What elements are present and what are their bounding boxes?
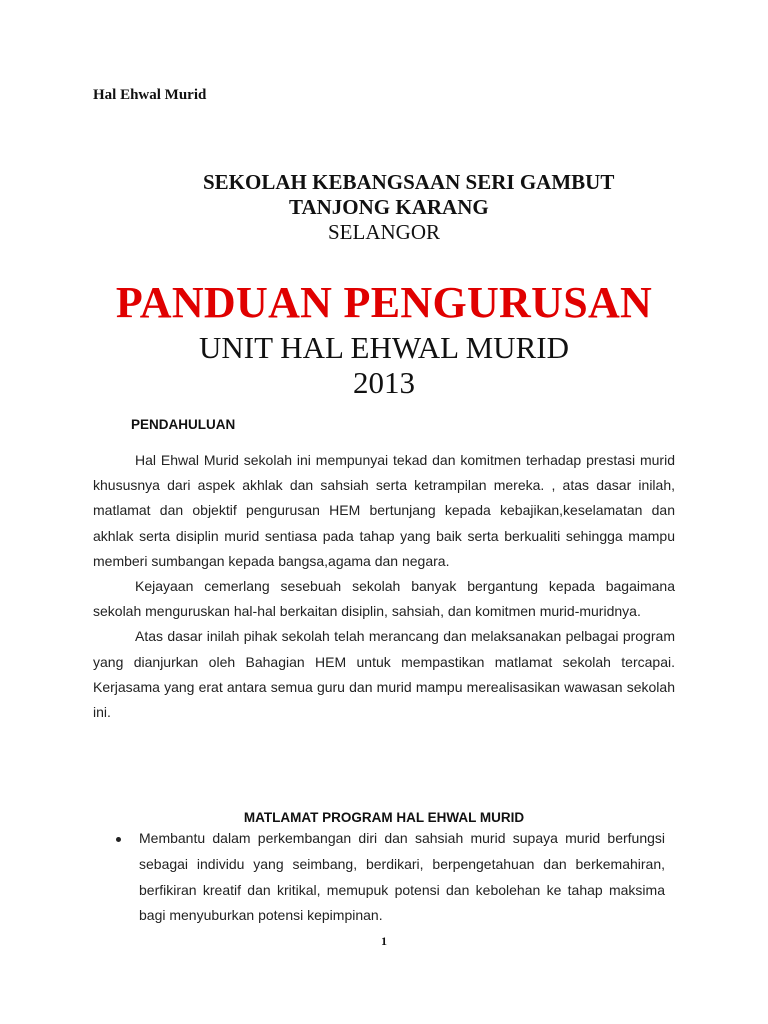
list-item [112, 826, 665, 929]
intro-heading: PENDAHULUAN [131, 417, 236, 432]
goals-heading: MATLAMAT PROGRAM HAL EHWAL MURID [243, 810, 525, 825]
bullet-icon [116, 837, 121, 842]
school-location: TANJONG KARANG [289, 195, 489, 219]
goals-list [112, 826, 665, 929]
intro-paragraph: Kejayaan cemerlang sesebuah sekolah banyak bergantung kepada bagaimana sekolah menguruskan hal-hal berkaitan disiplin, sahsiah, dan komitmen murid-muridnya. [93, 578, 675, 620]
intro-paragraph: Hal Ehwal Murid sekolah ini mempunyai tekad dan komitmen terhadap prestasi murid khususnya dari aspek akhlak dan sahsiah serta ketrampilan mereka. , atas dasar inilah, matlamat dan objektif pengurusan HEM bertunjang kepada kebajikan,keselamatan dan akhlak serta disiplin murid sentiasa pada tahap yang baik serta berkualiti sehingga mampu memberi sumbangan kepada bangsa,agama dan negara. [93, 452, 675, 569]
school-state-text: SELANGOR [327, 220, 440, 244]
intro-paragraph: Atas dasar inilah pihak sekolah telah merancang dan melaksanakan pelbagai program yang dianjurkan oleh Bahagian HEM untuk mempastikan matlamat sekolah tercapai. Kerjasama yang erat antara semua guru dan murid mampu merealisasikan wawasan sekolah ini. [93, 628, 675, 721]
school-name: SEKOLAH KEBANGSAAN SERI GAMBUT [203, 170, 615, 194]
page-number: 1 [381, 934, 387, 948]
list-item-text: Membantu dalam perkembangan diri dan sahsiah murid supaya murid berfungsi sebagai individu yang seimbang, berdikari, berpengetahuan dan berkemahiran, berfikiran kreatif dan kritikal, memupuk potensi dan kebolehan ke tahap maksima bagi menyuburkan potensi kepimpinan. [139, 830, 665, 924]
document-subtitle: UNIT HAL EHWAL MURID [199, 330, 569, 365]
intro-body [93, 448, 675, 725]
document-title: PANDUAN PENGURUSAN [115, 278, 653, 327]
school-state [0, 220, 768, 245]
running-header: Hal Ehwal Murid [93, 87, 207, 103]
document-year: 2013 [353, 365, 415, 400]
